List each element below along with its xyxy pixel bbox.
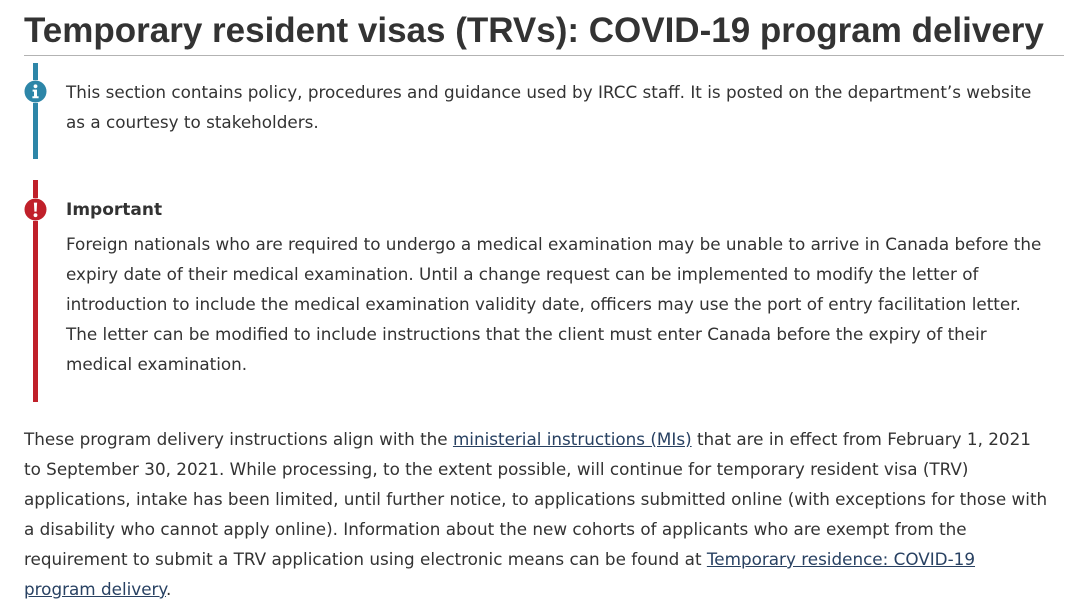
- body-text-segment: .: [165, 579, 172, 599]
- body-text-segment: These program delivery instructions align with the: [24, 429, 453, 449]
- important-line: medical examination.: [66, 354, 248, 374]
- info-alert-line: This section contains policy, procedures and guidance used by IRCC staff. It is posted on the department’s website: [66, 82, 1032, 102]
- link-text-line[interactable]: program delivery: [24, 579, 166, 599]
- important-line: Foreign nationals who are required to undergo a medical examination may be unable to arrive in Canada before the: [66, 234, 1042, 254]
- body-text-segment: a disability who cannot apply online). Information about the new cohorts of applicants who are exempt from the: [24, 519, 967, 539]
- important-line: The letter can be modified to include instructions that the client must enter Canada before the expiry of their: [66, 324, 987, 344]
- important-line: introduction to include the medical examination validity date, officers may use the port of entry facilitation letter.: [66, 294, 1021, 314]
- title-divider: [24, 55, 1064, 56]
- page-title: Temporary resident visas (TRVs): COVID-19 program delivery: [24, 11, 1044, 50]
- exclamation-circle-icon: [24, 198, 47, 221]
- link-text-line[interactable]: Temporary residence: COVID-19: [706, 549, 976, 569]
- body-text-segment: to September 30, 2021. While processing, to the extent possible, will continue for temporary resident visa (TRV): [24, 459, 969, 479]
- info-alert-line: as a courtesy to stakeholders.: [66, 112, 319, 132]
- body-text-segment: that are in effect from February 1, 2021: [691, 429, 1031, 449]
- important-line: expiry date of their medical examination. Until a change request can be implemented to modify the letter of: [66, 264, 979, 284]
- body-text-segment: applications, intake has been limited, until further notice, to applications submitted online (with exceptions for those with: [24, 489, 1048, 509]
- body-paragraph: [24, 424, 1074, 604]
- info-circle-icon: [24, 80, 47, 103]
- body-text-segment: requirement to submit a TRV application using electronic means can be found at: [24, 549, 707, 569]
- important-alert-text: [66, 229, 1066, 379]
- info-alert-text: [66, 77, 1066, 137]
- info-alert-bar: [33, 63, 38, 159]
- important-heading: Important: [66, 200, 163, 220]
- ministerial-instructions-link[interactable]: ministerial instructions (MIs): [452, 429, 692, 449]
